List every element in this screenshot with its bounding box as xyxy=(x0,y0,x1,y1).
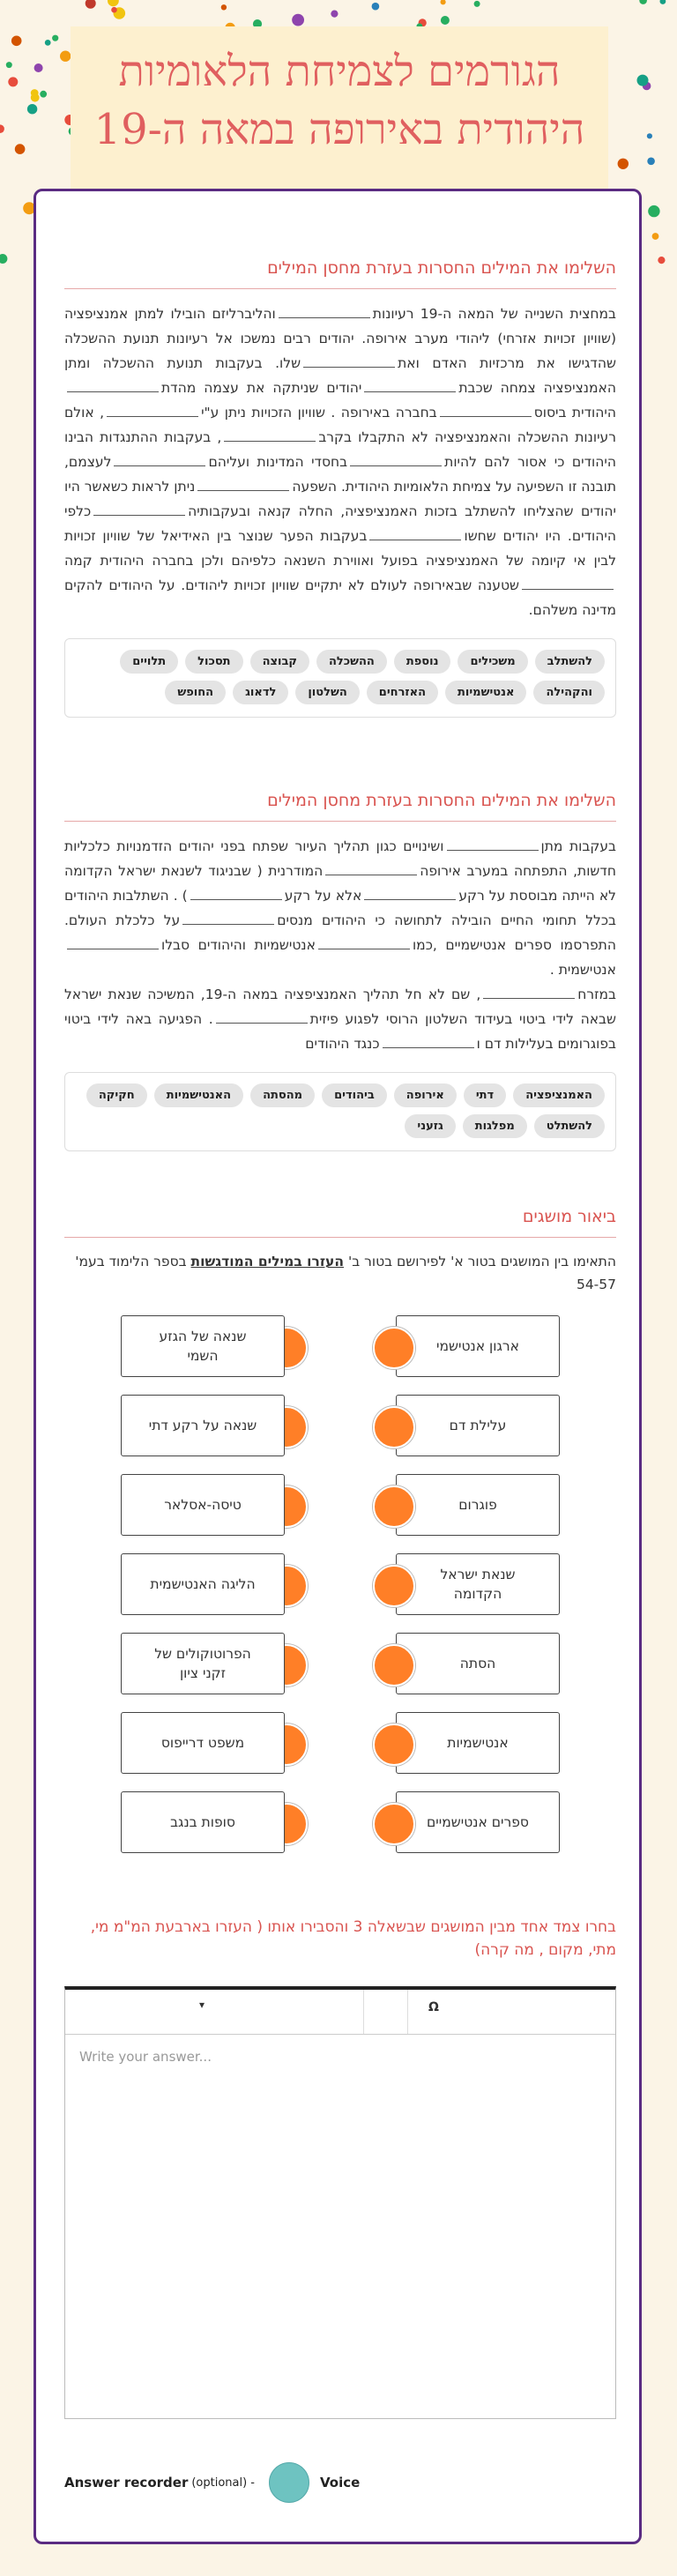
match-handle[interactable] xyxy=(373,1724,415,1766)
confetti-dot xyxy=(441,0,446,4)
blank-input[interactable] xyxy=(350,451,442,466)
passage-text: היהודית ביסוס xyxy=(533,405,616,421)
word-chip[interactable]: גזעני xyxy=(405,1114,455,1138)
passage-text: בעקבות מתן xyxy=(540,838,616,854)
blank-input[interactable] xyxy=(303,353,395,368)
recorder-label: Answer recorder xyxy=(64,2475,189,2490)
blank-input[interactable] xyxy=(67,934,159,949)
confetti-dot xyxy=(0,124,4,133)
confetti-dot xyxy=(11,36,22,47)
toolbar-divider xyxy=(363,1990,364,2034)
confetti-dot xyxy=(652,233,659,240)
passage-2 xyxy=(64,834,616,1056)
definition-box[interactable] xyxy=(121,1474,285,1536)
confetti-dot xyxy=(52,35,58,41)
passage-1 xyxy=(64,302,616,622)
definition-label: הליגה האנטישמית xyxy=(150,1576,256,1592)
term-label: ספרים אנטישמיים xyxy=(427,1814,529,1830)
word-chip[interactable]: השלטון xyxy=(295,681,359,704)
passage-text: , אולם רעיונות ההשכלה והאמנציפציה לא התקבלו בקרב xyxy=(64,405,616,445)
term-box[interactable] xyxy=(396,1712,560,1774)
word-chip[interactable]: האנטישמיות xyxy=(154,1083,243,1107)
section-open-question xyxy=(64,1916,616,1969)
definition-label: שנאה על רקע דתי xyxy=(148,1418,257,1433)
page-title: הגורמים לצמיחת הלאומיות היהודית באירופה במאה ה-19 xyxy=(93,47,585,154)
passage-text: לעצמם, תובנה זו השפיעה על צמיחת הלאומיות היהודית. השפעה xyxy=(64,454,616,495)
confetti-dot xyxy=(441,16,450,25)
match-handle[interactable] xyxy=(373,1485,415,1528)
blank-input[interactable] xyxy=(522,575,614,590)
confetti-dot xyxy=(108,0,119,6)
blank-input[interactable] xyxy=(182,910,274,925)
term-label: עלילת דם xyxy=(449,1418,507,1433)
word-chip[interactable]: מפלגות xyxy=(463,1114,527,1138)
passage-text: במחצית השנייה של המאה ה-19 רעיונות xyxy=(372,306,617,322)
confetti-dot xyxy=(292,14,304,26)
confetti-dot xyxy=(618,159,629,169)
word-chip[interactable]: ההשכלה xyxy=(316,650,387,674)
blank-input[interactable] xyxy=(483,984,575,999)
toolbar-divider xyxy=(407,1990,408,2034)
passage-text: כנגד היהודים xyxy=(305,1036,380,1052)
match-row xyxy=(64,1791,616,1871)
term-box[interactable] xyxy=(396,1474,560,1536)
confetti-dot xyxy=(0,254,7,264)
confetti-dot xyxy=(637,75,649,86)
term-label: פוגרום xyxy=(458,1497,497,1513)
confetti-dot xyxy=(86,0,96,9)
blank-input[interactable] xyxy=(447,836,539,851)
word-chip[interactable]: לדאוג xyxy=(233,681,288,704)
blank-input[interactable] xyxy=(279,303,370,318)
passage-text: ושינויים כגון תהליך העיור שפתח בפני יהודים הזדמנויות כלכליות חדשות, התפתחה במערב אירופה xyxy=(64,838,616,879)
word-chip[interactable]: והקהילה xyxy=(533,681,605,704)
blank-input[interactable] xyxy=(216,1009,308,1024)
definition-label: הפרוטוקולים של זקני ציון xyxy=(154,1646,251,1681)
matching-grid xyxy=(64,1315,616,1871)
match-handle[interactable] xyxy=(373,1644,415,1686)
passage-text: אנטישמיות והיהודים סבלו xyxy=(161,937,316,953)
passage-text: המודרנית ( שבניגוד לשנאת ישראל הקדומה לא הייתה מבוססת על רקע xyxy=(64,863,616,904)
instr-bold: העזרו במילים המודגשות xyxy=(190,1254,345,1269)
word-bank-1 xyxy=(64,638,616,718)
match-handle[interactable] xyxy=(373,1406,415,1448)
editor-toolbar xyxy=(65,1990,615,2035)
chevron-down-icon[interactable]: ▾ xyxy=(199,1999,205,2011)
passage-text: בעקבות הפער שנוצר בין האידיאל של שוויון זכויות לבין אי קיומה של האמנציפציה בפועל ואווירת השנאה כלפיהם ולכן בחברה היהודית קמה xyxy=(64,528,616,569)
passage-text: והליברליזם הובילו למתן אמנציפציה (שוויון זכויות אזרחי) ליהודי מערב אירופה. יהודים רבים נמשכו אל רעיונות תנועת ההשכלה שהדגישו את מרכזיות האדם ואת xyxy=(64,306,617,371)
voice-label: Voice xyxy=(320,2475,361,2490)
definition-label: משפט דרייפוס xyxy=(160,1735,245,1751)
passage-text: , שם לא חל תהליך האמנציפציה במאה ה-19, המשיכה שנאת ישראל שבאה לידי ביטוי בעידוד השלטון הרוסי לפגוע פיזית xyxy=(64,986,616,1027)
word-chip[interactable]: להשתלט xyxy=(534,1114,605,1138)
match-row xyxy=(64,1712,616,1791)
blank-input[interactable] xyxy=(318,934,410,949)
definition-label: טיסה-אסלאר xyxy=(164,1497,242,1513)
blank-input[interactable] xyxy=(190,885,282,900)
word-chip[interactable]: נוספת xyxy=(394,650,451,674)
match-row xyxy=(64,1474,616,1553)
word-chip[interactable]: תלויים xyxy=(120,650,178,674)
section-fill-blanks-1 xyxy=(64,258,616,718)
section3-title: ביאור מושגים xyxy=(64,1207,616,1238)
passage-text: כלפי היהודים. היו יהודים שחשו xyxy=(64,503,616,544)
word-chip[interactable]: דתי xyxy=(464,1083,506,1107)
blank-input[interactable] xyxy=(93,501,185,516)
passage-text: בחברה באירופה . שוויון הזכויות ניתן ע"י xyxy=(201,405,437,421)
passage-text: על כלכלת העולם. התפרסמו ספרים אנטישמיים ,כמו xyxy=(64,912,616,953)
passage-text: ) . השתלבות היהודים בכלל תחומי החיים הובילה לתחושה כי היהודים מנסים xyxy=(64,888,617,928)
confetti-dot xyxy=(660,0,666,4)
answer-editor xyxy=(64,1986,616,2419)
definition-box[interactable] xyxy=(121,1633,285,1694)
definition-box[interactable] xyxy=(121,1395,285,1456)
section-matching xyxy=(64,1207,616,1871)
blank-input[interactable] xyxy=(67,377,159,392)
blank-input[interactable] xyxy=(107,402,198,417)
blank-input[interactable] xyxy=(364,377,456,392)
definition-label: שנאה של הגזע השמי xyxy=(159,1329,247,1364)
term-box[interactable] xyxy=(396,1553,560,1615)
word-chip[interactable]: האזרחים xyxy=(367,681,438,704)
word-chip[interactable]: תסכול xyxy=(185,650,242,674)
recorder-optional: (optional) - xyxy=(191,2475,255,2490)
instr-text: התאימו בין המושגים בטור א' לפירושם בטור ב' xyxy=(347,1254,616,1269)
confetti-dot xyxy=(372,3,380,11)
answer-textarea[interactable] xyxy=(65,2035,615,2418)
term-label: הסתה xyxy=(459,1656,496,1671)
definition-box[interactable] xyxy=(121,1791,285,1853)
passage-text: אנטישמית . xyxy=(549,962,616,978)
blank-input[interactable] xyxy=(364,885,456,900)
match-row xyxy=(64,1395,616,1474)
passage-text: אלא על רקע xyxy=(284,888,362,904)
blank-input[interactable] xyxy=(325,860,417,875)
title-banner xyxy=(71,26,608,190)
term-box[interactable] xyxy=(396,1791,560,1853)
passage-text: בחסדי המדינות ועליהם xyxy=(208,454,348,470)
confetti-dot xyxy=(658,257,665,264)
match-row xyxy=(64,1553,616,1633)
omega-icon[interactable]: Ω xyxy=(428,2000,439,2014)
passage-text: יהודים שניתקה את עצמה מהדת xyxy=(161,380,362,396)
word-chip[interactable]: קבוצה xyxy=(250,650,309,674)
record-button[interactable] xyxy=(269,2462,309,2503)
worksheet-card xyxy=(33,189,642,2544)
match-row xyxy=(64,1633,616,1712)
blank-input[interactable] xyxy=(383,1033,474,1048)
confetti-dot xyxy=(221,4,227,10)
word-chip[interactable]: חקיקה xyxy=(86,1083,147,1107)
passage-text: במזרח xyxy=(577,986,616,1002)
confetti-dot xyxy=(45,40,51,46)
word-chip[interactable]: להשתלב xyxy=(535,650,605,674)
confetti-dot xyxy=(40,91,47,98)
instr-text: בספר הלימוד בעמ' 54-57 xyxy=(75,1254,616,1292)
term-label: ארגון אנטישמי xyxy=(436,1338,519,1354)
confetti-dot xyxy=(6,62,12,68)
term-label: אנטישמיות xyxy=(447,1735,509,1751)
confetti-dot xyxy=(15,144,26,154)
match-handle[interactable] xyxy=(373,1803,415,1845)
blank-input[interactable] xyxy=(440,402,532,417)
match-handle[interactable] xyxy=(373,1565,415,1607)
confetti-dot xyxy=(34,63,43,72)
section1-title: השלימו את המילים החסרות בעזרת מחסן המילים xyxy=(64,258,616,289)
word-chip[interactable]: ביהודים xyxy=(322,1083,387,1107)
blank-input[interactable] xyxy=(114,451,205,466)
word-chip[interactable]: אירופה xyxy=(394,1083,457,1107)
word-chip[interactable]: החופש xyxy=(165,681,226,704)
confetti-dot xyxy=(331,11,338,18)
confetti-dot xyxy=(27,104,37,114)
section-fill-blanks-2 xyxy=(64,791,616,1151)
passage-text: . הפגיעה באה לידי ביטוי בפוגרומים בעלילות דם ו xyxy=(64,1011,616,1052)
match-row xyxy=(64,1315,616,1395)
passage-text: , בעקבות ההתנגדות הבינו היהודים כי אסור להם להיות xyxy=(64,429,616,470)
term-box[interactable] xyxy=(396,1315,560,1377)
blank-input[interactable] xyxy=(197,476,289,491)
answer-recorder xyxy=(64,2462,360,2503)
blank-input[interactable] xyxy=(224,427,316,442)
passage-text: ניתן לראות כשאשר היו יהודים שהצליחו להשתלב בזכות האמנציפציה, החלה קנאה ובעקבותיה xyxy=(64,479,616,519)
definition-box[interactable] xyxy=(121,1553,285,1615)
confetti-dot xyxy=(31,89,39,97)
section2-title: השלימו את המילים החסרות בעזרת מחסן המילים xyxy=(64,791,616,822)
word-chip[interactable]: אנטישמיות xyxy=(445,681,526,704)
term-box[interactable] xyxy=(396,1633,560,1694)
definition-box[interactable] xyxy=(121,1712,285,1774)
confetti-dot xyxy=(647,158,655,166)
passage-text: שטענה שבאירופה לעולם לא יתקיים שוויון זכויות ליהודים. על היהודים להקים מדינה משלהם. xyxy=(64,577,616,618)
term-box[interactable] xyxy=(396,1395,560,1456)
definition-box[interactable] xyxy=(121,1315,285,1377)
word-chip[interactable]: משכילים xyxy=(458,650,527,674)
word-chip[interactable]: מהסתה xyxy=(250,1083,315,1107)
confetti-dot xyxy=(60,51,71,62)
confetti-dot xyxy=(474,1,480,7)
confetti-dot xyxy=(111,7,117,13)
match-handle[interactable] xyxy=(373,1327,415,1369)
word-chip[interactable]: האמנציפציה xyxy=(513,1083,605,1107)
blank-input[interactable] xyxy=(369,525,461,540)
question4-title: בחרו צמד אחד מבין המושגים שבשאלה 3 והסבירו אותו ( העזרו בארבעת המ"מ מי, מתי, מקום , מה קרה) xyxy=(90,1918,616,1959)
term-label: שנאת ישראל הקדומה xyxy=(440,1567,516,1602)
word-bank-2 xyxy=(64,1072,616,1151)
confetti-dot xyxy=(648,205,659,217)
matching-instructions xyxy=(64,1250,616,1296)
confetti-dot xyxy=(647,133,652,138)
passage-text: שלו. בעקבות תנועת ההשכלה ומתן האמנציפציה צמחה שכבת xyxy=(64,355,616,396)
definition-label: סופות בנגב xyxy=(170,1814,235,1830)
confetti-dot xyxy=(8,77,18,86)
confetti-dot xyxy=(639,0,647,4)
